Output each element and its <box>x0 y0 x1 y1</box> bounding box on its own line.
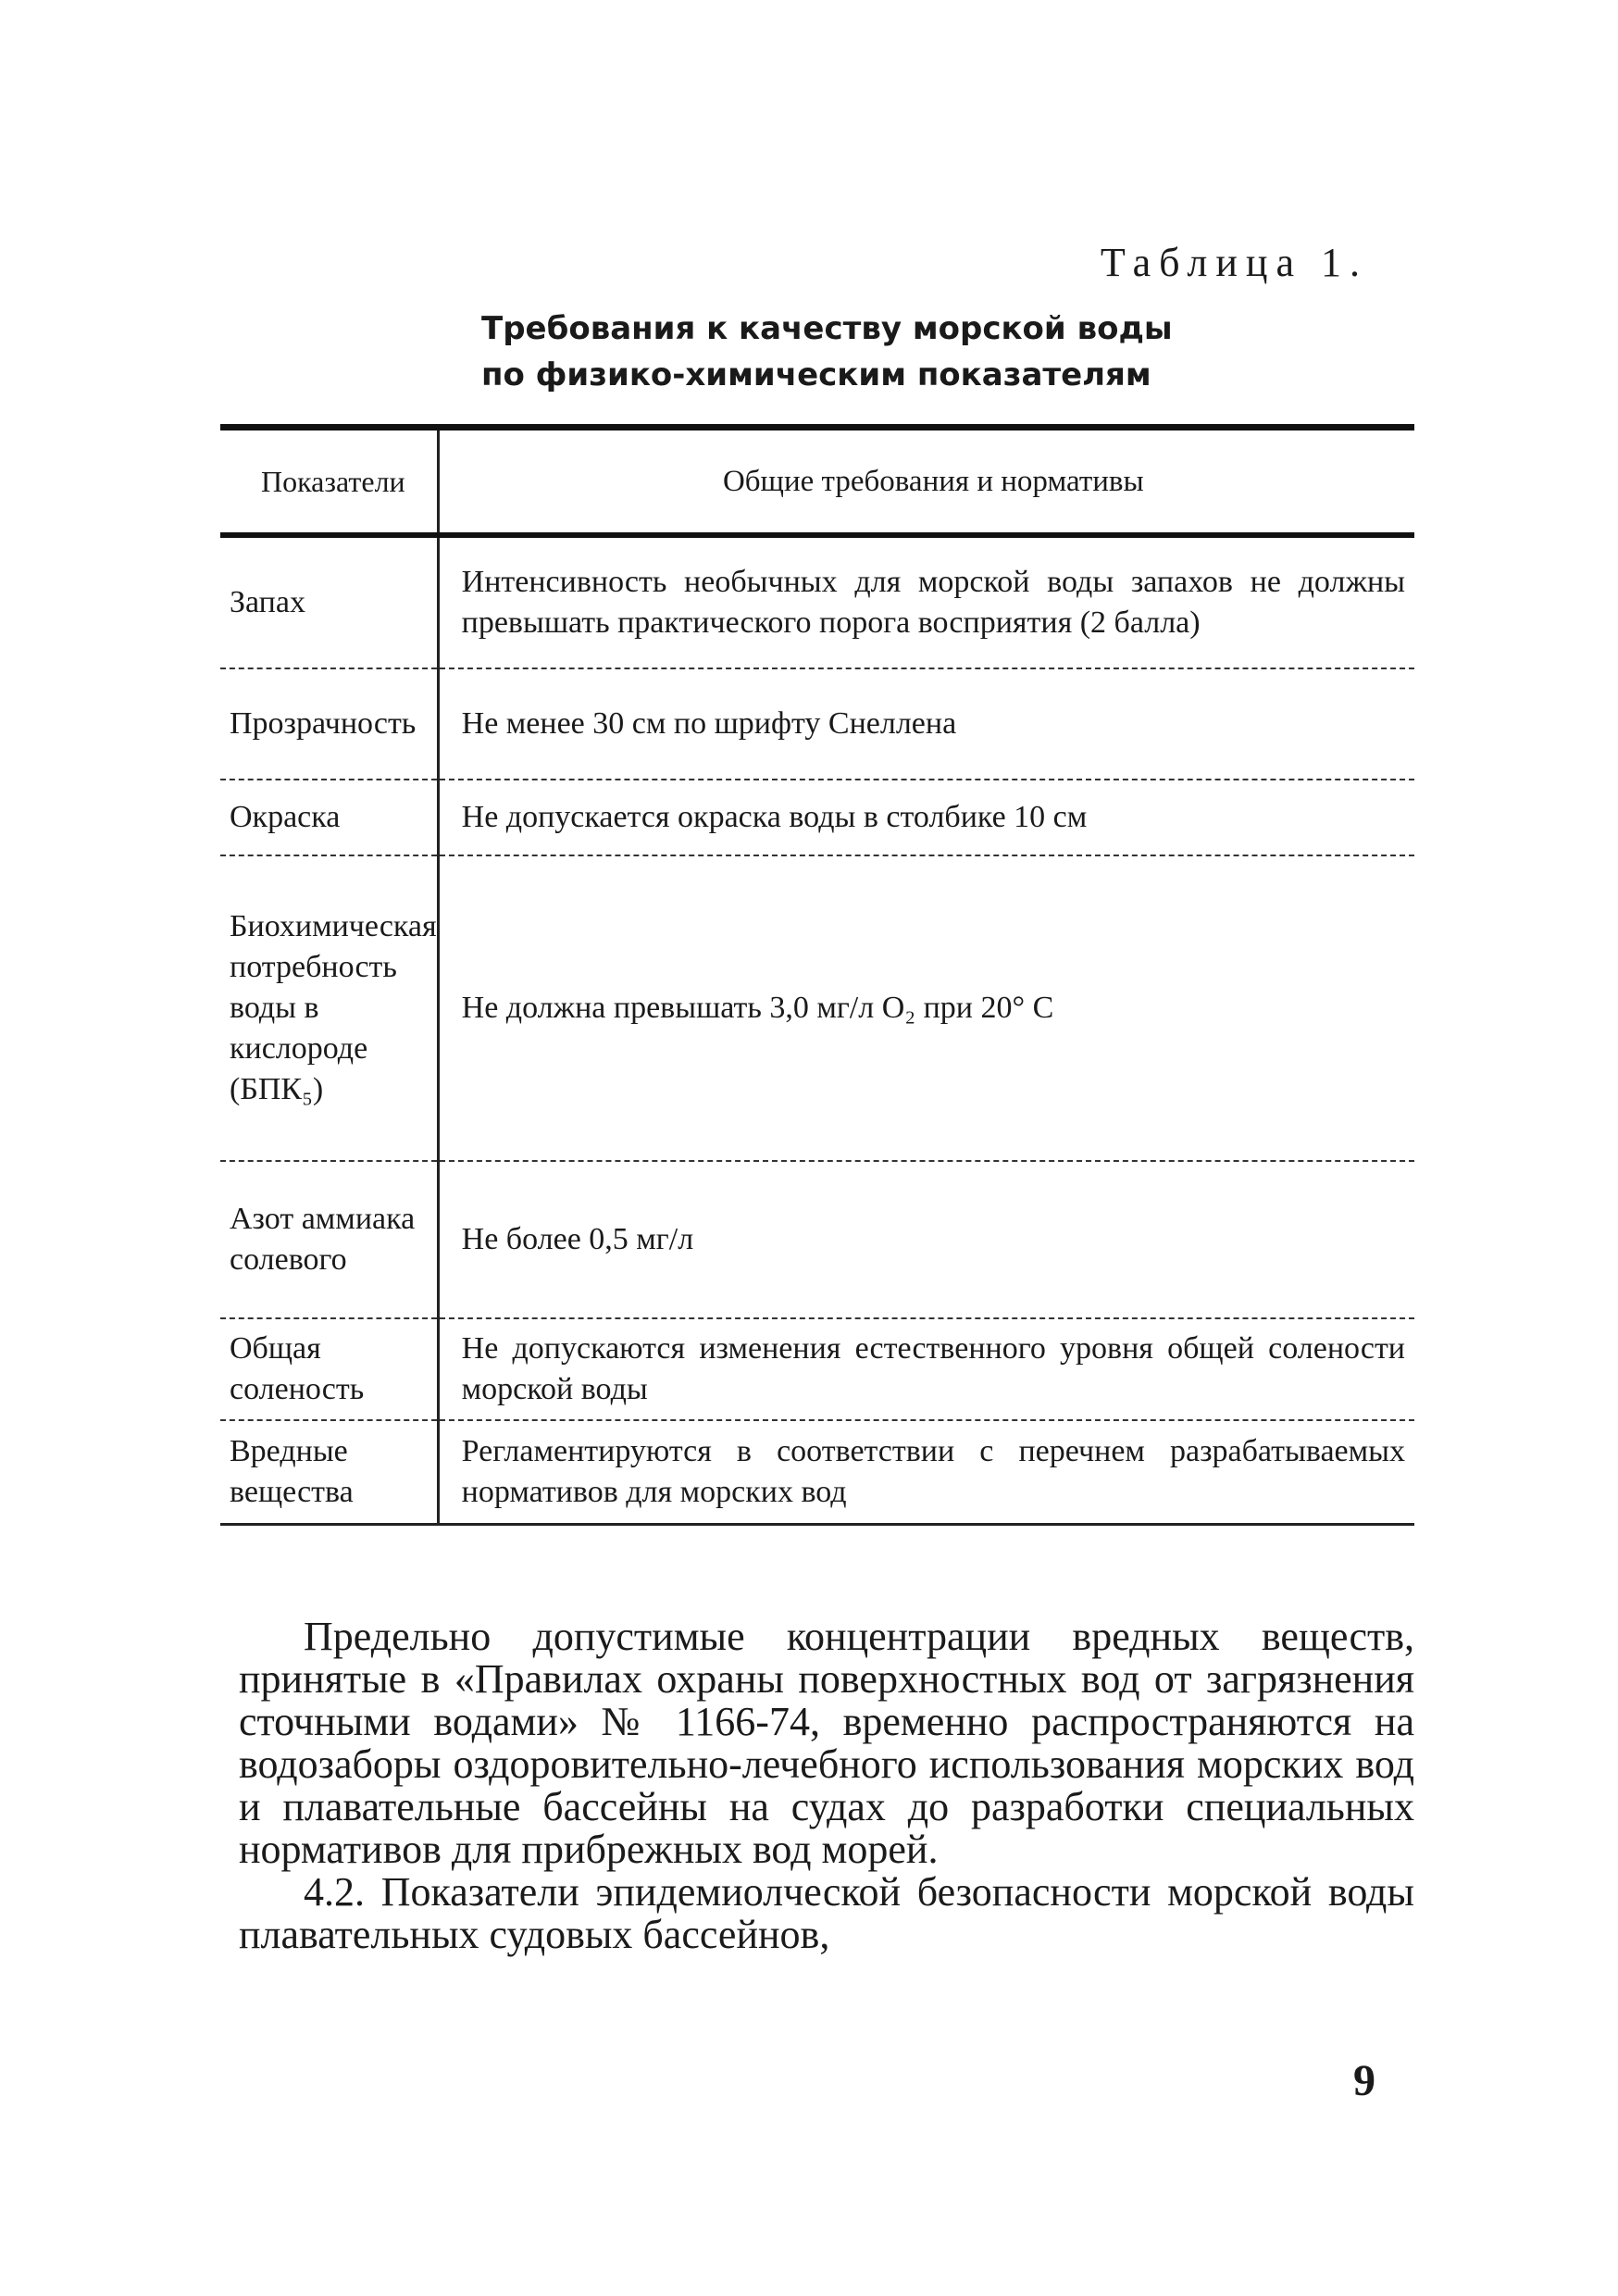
table-title <box>481 306 1240 398</box>
row-requirement: Не должна превышать 3,0 мг/л O₂ при 20° С <box>438 855 1414 1161</box>
table-row <box>220 1161 1414 1318</box>
row-requirement: Не допускаются изменения естественного уровня общей солености морской воды <box>438 1318 1414 1420</box>
body-paragraph-2: 4.2. Показатели эпидемиолческой безопасности морской воды плавательных судовых бассейнов, <box>239 1869 1414 1957</box>
row-requirement: Не менее 30 см по шрифту Снеллена <box>438 668 1414 780</box>
row-requirement: Регламентируются в соответствии с перечнем разрабатываемых нормативов для морских вод <box>438 1420 1414 1524</box>
header-indicator: Показатели <box>220 428 438 536</box>
row-indicator: Прозрачность <box>220 668 438 780</box>
row-indicator: Запах <box>220 535 438 668</box>
table-title-line2: по физико-химическим показателям <box>481 356 1151 393</box>
row-requirement: Интенсивность необычных для морской воды запахов не должны превышать практического порога восприятия (2 балла) <box>438 535 1414 668</box>
header-requirements: Общие требования и нормативы <box>438 428 1414 536</box>
table-row <box>220 1318 1414 1420</box>
table-row <box>220 535 1414 668</box>
table-label: Таблица 1. <box>1100 240 1368 285</box>
table-row <box>220 1420 1414 1524</box>
requirements-table <box>220 424 1414 1526</box>
row-indicator: Вредные вещества <box>220 1420 438 1524</box>
page-number: 9 <box>1353 2056 1375 2105</box>
table-row <box>220 855 1414 1161</box>
row-indicator: Общая соленость <box>220 1318 438 1420</box>
row-indicator: Биохимическая потребность воды в кислороде (БПК₅) <box>220 855 438 1161</box>
table-row <box>220 780 1414 855</box>
row-indicator: Окраска <box>220 780 438 855</box>
row-indicator: Азот аммиака солевого <box>220 1161 438 1318</box>
row-requirement: Не более 0,5 мг/л <box>438 1161 1414 1318</box>
table-header-row <box>220 428 1414 536</box>
table-title-line1: Требования к качеству морской воды <box>481 310 1173 347</box>
table-row <box>220 668 1414 780</box>
body-text <box>239 1616 1414 1956</box>
body-paragraph-1: Предельно допустимые концентрации вредных веществ, принятые в «Правилах охраны поверхностных вод от загрязнения сточными водами» № 1166-74, временно распространяются на водозаборы оздоровительно-лечебного использования морских вод и плавательные бассейны на судах до разработки специальных нормативов для прибрежных вод морей. <box>239 1614 1414 1872</box>
row-requirement: Не допускается окраска воды в столбике 10 см <box>438 780 1414 855</box>
